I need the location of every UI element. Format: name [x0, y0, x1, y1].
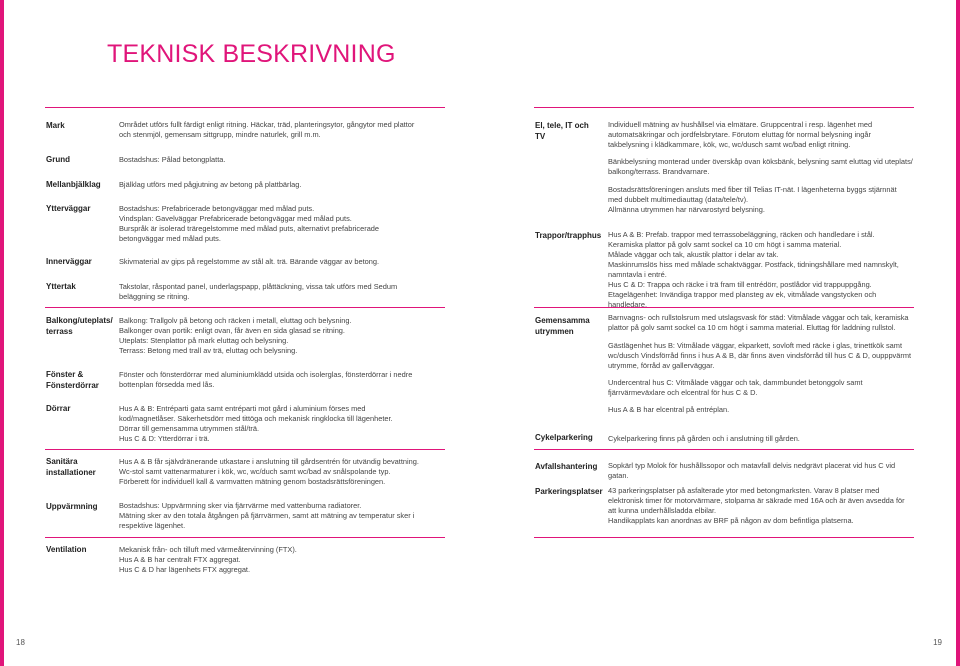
section-label-balkong: Balkong/uteplats/ terrass	[46, 316, 113, 336]
paragraph: Mätning sker av den totala åtgången på fjärrvärmen, samt att mätning av temperatur sker i respektive lägenhet.	[119, 511, 415, 530]
section-text-avfallshantering	[608, 461, 913, 481]
paragraph: Målade väggar och tak, akustik plattor i delar av tak.	[608, 250, 779, 259]
section-label-yttertak: Yttertak	[46, 282, 76, 291]
section-label-el-tele: El, tele, IT och TV	[535, 121, 589, 141]
paragraph: Gästlägenhet hus B: Vitmålade väggar, ekparkett, sovloft med räcke i glas, trinettkök samt wc/dusch Vindsförråd finns i hus A & B, där finns även vindsförråd till hus C & D, oupppvärmt utrymme, förråd av gallerväggar.	[608, 341, 912, 370]
section-text-fonster	[119, 370, 419, 390]
section-text-yttervaggar	[119, 204, 419, 244]
page-number-left: 18	[16, 638, 25, 647]
divider	[45, 307, 445, 308]
paragraph: 43 parkeringsplatser på asfalterade ytor med betongmarksten. Varav 8 platser med elektronisk timer för motorvärmare, stolparna är säkrade med 16A och är även avsedda för att kunna underhållsladda elbilar.	[608, 486, 905, 515]
section-label-mark: Mark	[46, 121, 65, 130]
paragraph: Maskinrumslös hiss med målade schaktväggar. Postfack, tidningshållare med namnskylt, namntavla i entré.	[608, 260, 899, 279]
section-text-uppvarmning	[119, 501, 419, 531]
section-label-grund: Grund	[46, 155, 70, 164]
paragraph: Undercentral hus C: Vitmålade väggar och tak, dammbundet betonggolv samt fjärrvärmeväxlare och elcentral för hus C & D.	[608, 378, 863, 397]
section-text-mellanbjalklag	[119, 180, 419, 190]
section-text-el-tele	[608, 120, 913, 215]
page-number-right: 19	[933, 638, 942, 647]
paragraph: Bostadshus: Uppvärmning sker via fjärrvärme med vattenburna radiatorer.	[119, 501, 362, 510]
section-label-avfallshantering: Avfallshantering	[535, 462, 598, 471]
paragraph: Allmänna utrymmen har närvarostyrd belysning.	[608, 205, 765, 214]
divider	[45, 107, 445, 108]
paragraph: Takstolar, råspontad panel, underlagspapp, plåttäckning, vissa tak utförs med Sedum beläggning se ritning.	[119, 282, 398, 301]
paragraph: Mekanisk från- och tilluft med värmeåtervinning (FTX).	[119, 545, 297, 554]
section-label-uppvarmning: Uppvärmning	[46, 502, 98, 511]
section-label-fonster: Fönster & Fönsterdörrar	[46, 370, 99, 390]
section-text-dorrar	[119, 404, 419, 444]
paragraph: Skivmaterial av gips på regelstomme av stål alt. trä. Bärande väggar av betong.	[119, 257, 380, 266]
section-text-ventilation	[119, 545, 419, 575]
paragraph: Vindsplan: Gavelväggar Prefabricerade betongväggar med målad puts.	[119, 214, 352, 223]
section-label-cykelparkering: Cykelparkering	[535, 433, 593, 442]
section-text-innervaggar	[119, 257, 419, 267]
section-text-parkeringsplatser	[608, 486, 913, 526]
divider	[45, 449, 445, 450]
paragraph: Hus A & B får självdränerande utkastare i anslutning till gårdsentrén för utvändig bevattning.	[119, 457, 419, 466]
paragraph: Bostadshus: Pålad betongplatta.	[119, 155, 226, 164]
section-text-grund	[119, 155, 419, 165]
section-text-gemensamma	[608, 313, 913, 415]
section-label-innervaggar: Innerväggar	[46, 257, 92, 266]
paragraph: Cykelparkering finns på gården och i anslutning till gården.	[608, 434, 800, 443]
paragraph: Sopkärl typ Molok för hushållssopor och matavfall delvis nedgrävt placerat vid hus C vid gatan.	[608, 461, 896, 480]
paragraph: Hus A & B har centralt FTX aggregat.	[119, 555, 241, 564]
paragraph: Fönster och fönsterdörrar med aluminiumklädd utsida och isolerglas, fönsterdörrar i nedre bottenplan försedda med lås.	[119, 370, 413, 389]
section-text-mark	[119, 120, 419, 140]
paragraph: Handikapplats kan anordnas av BRF på någon av dom befintliga platserna.	[608, 516, 854, 525]
section-label-dorrar: Dörrar	[46, 404, 71, 413]
section-label-ventilation: Ventilation	[46, 545, 87, 554]
section-label-mellanbjalklag: Mellanbjälklag	[46, 180, 101, 189]
paragraph: Förberett för individuell kall & varmvatten mätning genom bostadsrättsföreningen.	[119, 477, 386, 486]
paragraph: Bjälklag utförs med pågjutning av betong på plattbärlag.	[119, 180, 302, 189]
paragraph: Etagelägenhet: Invändiga trappor med plansteg av ek, vitmålade vangstycken och handledare.	[608, 290, 877, 309]
section-text-yttertak	[119, 282, 419, 302]
divider	[45, 537, 445, 538]
paragraph: Keramiska plattor på golv samt sockel ca 10 cm högt i samma material.	[608, 240, 842, 249]
paragraph: Hus C & D har lägenhets FTX aggregat.	[119, 565, 251, 574]
paragraph: Hus C & D: Ytterdörrar i trä.	[119, 434, 210, 443]
paragraph: Bänkbelysning monterad under överskåp ovan köksbänk, belysning samt eluttag vid uteplats/ balkong/terrass. Brandvarnare.	[608, 157, 913, 176]
section-text-sanitara	[119, 457, 419, 487]
paragraph: Dörrar till gemensamma utrymmen stål/trä.	[119, 424, 260, 433]
paragraph: Wc-stol samt vattenarmaturer i kök, wc, wc/duch samt wc/bad av snålspolande typ.	[119, 467, 391, 476]
paragraph: Terrass: Betong med trall av trä, eluttag och belysning.	[119, 346, 298, 355]
paragraph: Individuell mätning av hushållsel via elmätare. Gruppcentral i resp. lägenhet med automatsäkringar och jordfelsbrytare. Förutom eluttag för normal belysning ingår takbelysning i klädkammare, kök, wc, wc/dusch samt wc/bad enligt ritning.	[608, 120, 873, 149]
paragraph: Balkong: Trallgolv på betong och räcken i metall, eluttag och belysning.	[119, 316, 352, 325]
section-label-trappor: Trappor/trapphus	[535, 231, 602, 240]
paragraph: Området utförs fullt färdigt enligt ritning. Häckar, träd, planteringsytor, gångytor med plattor och stenmjöl, gemensam sittgrupp, mindre naturlek, grill m.m.	[119, 120, 415, 139]
paragraph: Hus A & B har elcentral på entréplan.	[608, 405, 730, 414]
page-edge-left	[0, 0, 4, 666]
divider	[534, 449, 914, 450]
paragraph: Hus A & B: Entréparti gata samt entréparti mot gård i aluminium förses med kod/magnetlåser. Säkerhetsdörr med tittöga och mekanisk ringklocka till lägenheter.	[119, 404, 393, 423]
page-title: TEKNISK BESKRIVNING	[107, 40, 396, 68]
section-text-trappor	[608, 230, 913, 310]
paragraph: Balkonger ovan portik: enligt ovan, får även en sida glasad se ritning.	[119, 326, 345, 335]
divider	[534, 107, 914, 108]
divider	[534, 537, 914, 538]
section-text-cykelparkering	[608, 434, 913, 444]
paragraph: Barnvagns- och rullstolsrum med utslagsvask för städ: Vitmålade väggar och tak, keramiska plattor på golv samt sockel ca 10 cm högt i samma material. Eluttag för laddning rullstol.	[608, 313, 909, 332]
section-label-parkeringsplatser: Parkeringsplatser	[535, 487, 603, 496]
paragraph: Hus C & D: Trappa och räcke i trä fram till entrédörr, postlådor vid trappuppgång.	[608, 280, 872, 289]
paragraph: Uteplats: Stenplattor på mark eluttag och belysning.	[119, 336, 289, 345]
paragraph: Bostadshus: Prefabricerade betongväggar med målad puts.	[119, 204, 315, 213]
paragraph: Hus A & B: Prefab. trappor med terrassobeläggning, räcken och handledare i stål.	[608, 230, 875, 239]
paragraph: Bostadsrättsföreningen ansluts med fiber till Telias IT-nät. I lägenheterna byggs stjärnnät med dubbelt multimediauttag (data/tele/tv).	[608, 185, 897, 204]
paragraph: Burspråk är isolerad träregelstomme med målad puts, alternativt prefabricerade betongväggar med målad puts.	[119, 224, 380, 243]
section-text-balkong	[119, 316, 419, 356]
page-edge-right	[956, 0, 960, 666]
section-label-sanitara: Sanitära installationer	[46, 457, 96, 477]
section-label-yttervaggar: Ytterväggar	[46, 204, 91, 213]
section-label-gemensamma: Gemensamma utrymmen	[535, 316, 590, 336]
